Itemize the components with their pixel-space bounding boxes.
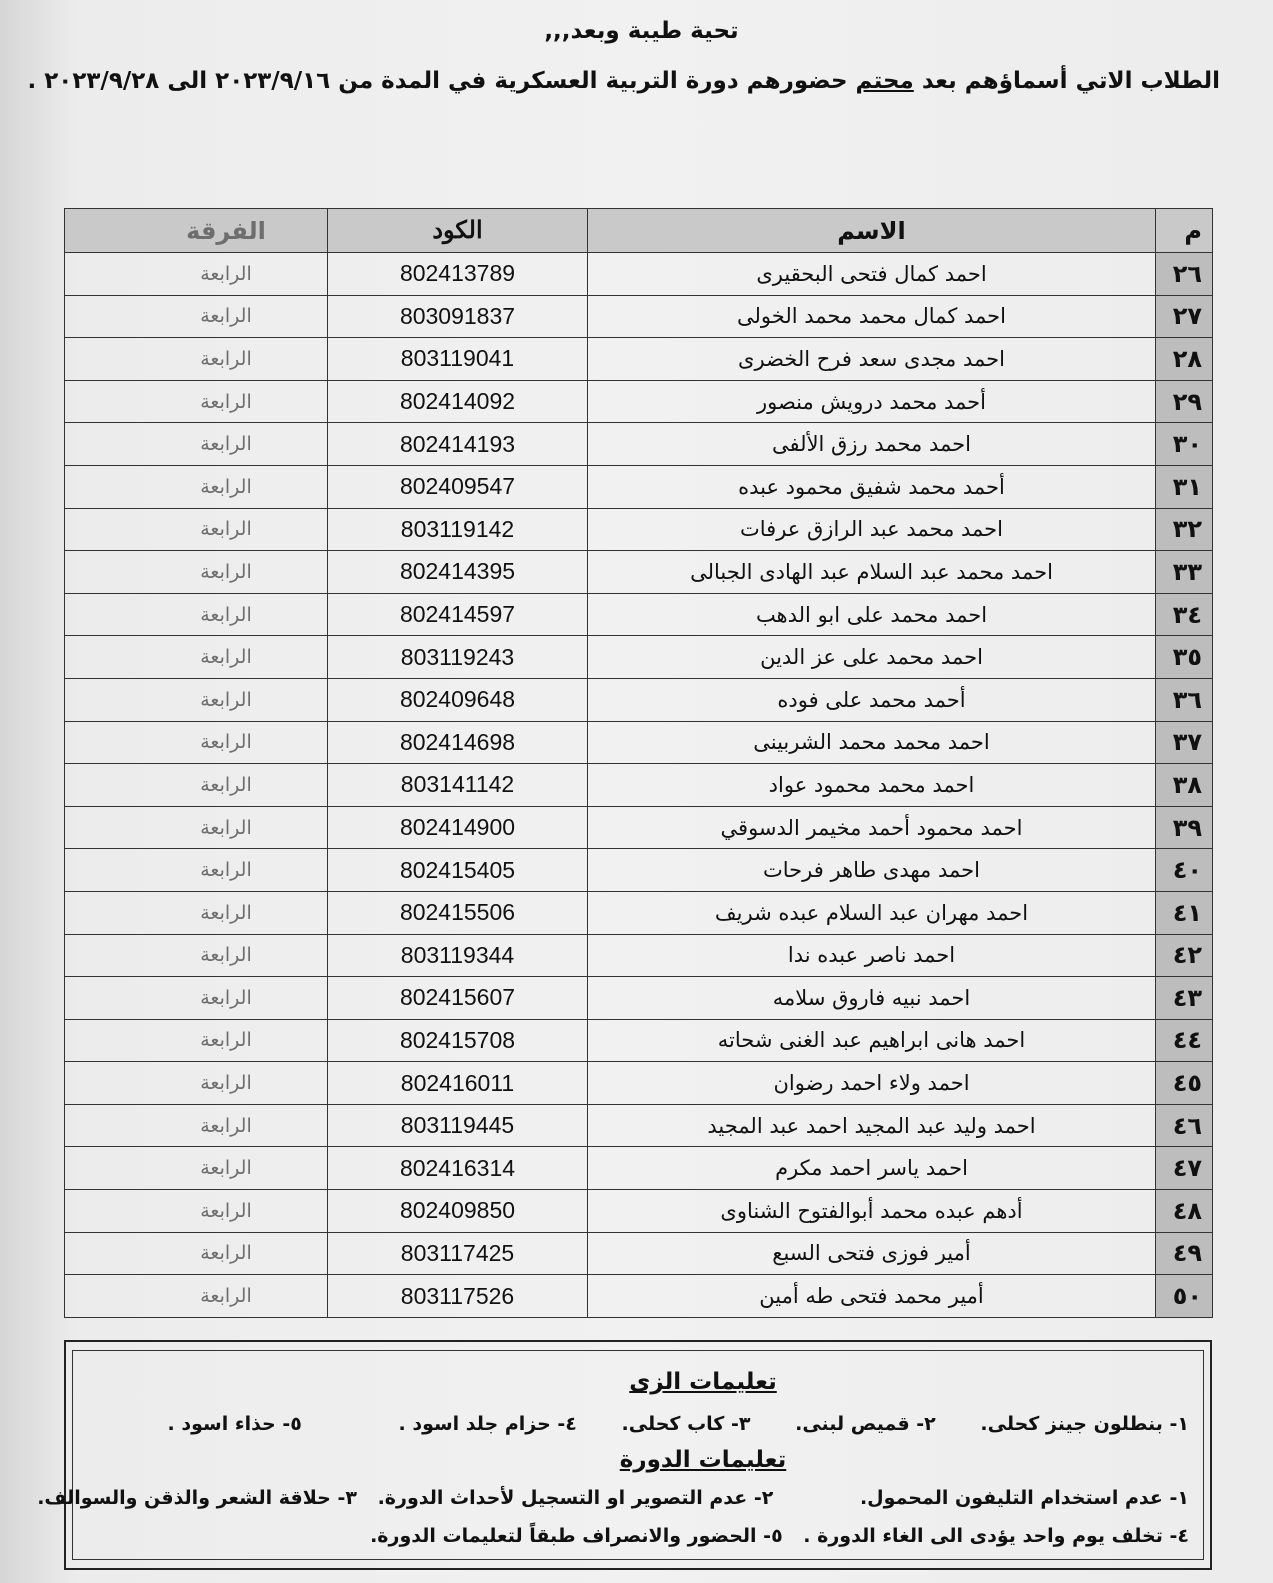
row-index: ٥٠ bbox=[1156, 1275, 1213, 1318]
row-grade: الرابعة bbox=[65, 721, 328, 764]
row-index: ٤٠ bbox=[1156, 849, 1213, 892]
row-index: ٢٩ bbox=[1156, 380, 1213, 423]
table-row bbox=[65, 678, 1213, 721]
row-code: 802415708 bbox=[328, 1019, 588, 1062]
uniform-item: ٤- حزام جلد اسود . bbox=[398, 1413, 577, 1435]
row-code: 803119041 bbox=[328, 338, 588, 381]
row-grade: الرابعة bbox=[65, 423, 328, 466]
header-index: م bbox=[1156, 209, 1213, 253]
row-grade: الرابعة bbox=[65, 380, 328, 423]
row-grade: الرابعة bbox=[65, 253, 328, 296]
course-item: ٥- الحضور والانصراف طبقاً لتعليمات الدورة. bbox=[370, 1525, 783, 1547]
uniform-item: ٢- قميص لبنى. bbox=[795, 1413, 936, 1435]
table-row bbox=[65, 295, 1213, 338]
row-grade: الرابعة bbox=[65, 465, 328, 508]
row-name: احمد محمد على عز الدين bbox=[588, 636, 1156, 679]
row-grade: الرابعة bbox=[65, 295, 328, 338]
row-name: احمد مهران عبد السلام عبده شريف bbox=[588, 891, 1156, 934]
table-row bbox=[65, 338, 1213, 381]
uniform-title: تعليمات الزى bbox=[629, 1369, 777, 1395]
table-body bbox=[65, 253, 1213, 1318]
table-row bbox=[65, 934, 1213, 977]
table-row bbox=[65, 423, 1213, 466]
header-code: الكود bbox=[328, 209, 588, 253]
row-name: احمد وليد عبد المجيد احمد عبد المجيد bbox=[588, 1104, 1156, 1147]
row-name: احمد محمد محمد الشربينى bbox=[588, 721, 1156, 764]
table-row bbox=[65, 764, 1213, 807]
row-name: احمد مهدى طاهر فرحات bbox=[588, 849, 1156, 892]
row-name: أحمد محمد على فوده bbox=[588, 678, 1156, 721]
row-name: احمد كمال محمد محمد الخولى bbox=[588, 295, 1156, 338]
row-code: 802415506 bbox=[328, 891, 588, 934]
row-code: 802414395 bbox=[328, 551, 588, 594]
row-grade: الرابعة bbox=[65, 1104, 328, 1147]
row-code: 802413789 bbox=[328, 253, 588, 296]
header-grade: الفرقة bbox=[65, 209, 328, 253]
row-index: ٣٣ bbox=[1156, 551, 1213, 594]
course-title: تعليمات الدورة bbox=[619, 1447, 787, 1473]
row-index: ٤٧ bbox=[1156, 1147, 1213, 1190]
row-name: احمد مجدى سعد فرح الخضرى bbox=[588, 338, 1156, 381]
row-grade: الرابعة bbox=[65, 1019, 328, 1062]
row-index: ٣٨ bbox=[1156, 764, 1213, 807]
row-name: أمير محمد فتحى طه أمين bbox=[588, 1275, 1156, 1318]
intro-after: حضورهم دورة التربية العسكرية في المدة من ٢٠٢٣/٩/١٦ الى ٢٠٢٣/٩/٢٨ . bbox=[27, 68, 848, 94]
row-grade: الرابعة bbox=[65, 678, 328, 721]
row-index: ٣٤ bbox=[1156, 593, 1213, 636]
row-name: احمد كمال فتحى البحقيرى bbox=[588, 253, 1156, 296]
row-code: 802414597 bbox=[328, 593, 588, 636]
row-index: ٤٩ bbox=[1156, 1232, 1213, 1275]
row-code: 803117425 bbox=[328, 1232, 588, 1275]
row-grade: الرابعة bbox=[65, 1147, 328, 1190]
row-name: أحمد محمد درويش منصور bbox=[588, 380, 1156, 423]
row-grade: الرابعة bbox=[65, 977, 328, 1020]
row-index: ٢٦ bbox=[1156, 253, 1213, 296]
row-index: ٣٦ bbox=[1156, 678, 1213, 721]
row-code: 802414698 bbox=[328, 721, 588, 764]
row-name: احمد ناصر عبده ندا bbox=[588, 934, 1156, 977]
row-code: 803141142 bbox=[328, 764, 588, 807]
row-index: ٤٥ bbox=[1156, 1062, 1213, 1105]
row-name: احمد محمود أحمد مخيمر الدسوقي bbox=[588, 806, 1156, 849]
row-name: احمد نبيه فاروق سلامه bbox=[588, 977, 1156, 1020]
row-index: ٣٠ bbox=[1156, 423, 1213, 466]
table-header-row bbox=[65, 209, 1213, 253]
uniform-item: ١- بنطلون جينز كحلى. bbox=[980, 1413, 1189, 1435]
row-code: 803117526 bbox=[328, 1275, 588, 1318]
table-row bbox=[65, 551, 1213, 594]
table-row bbox=[65, 465, 1213, 508]
row-code: 802414900 bbox=[328, 806, 588, 849]
instructions-inner-frame bbox=[37, 1350, 1204, 1560]
students-table bbox=[64, 208, 1213, 1318]
table-row bbox=[65, 849, 1213, 892]
row-code: 803119142 bbox=[328, 508, 588, 551]
table-row bbox=[65, 891, 1213, 934]
row-code: 802415405 bbox=[328, 849, 588, 892]
row-grade: الرابعة bbox=[65, 1062, 328, 1105]
uniform-list bbox=[130, 1413, 1189, 1435]
row-grade: الرابعة bbox=[65, 338, 328, 381]
greeting: تحية طيبة وبعد,,, bbox=[544, 18, 739, 44]
course-item: ٤- تخلف يوم واحد يؤدى الى الغاء الدورة . bbox=[803, 1525, 1189, 1547]
table-row bbox=[65, 593, 1213, 636]
table-row bbox=[65, 253, 1213, 296]
table-row bbox=[65, 977, 1213, 1020]
row-grade: الرابعة bbox=[65, 891, 328, 934]
intro-before: الطلاب الاتي أسماؤهم بعد bbox=[921, 68, 1220, 94]
table-row bbox=[65, 1232, 1213, 1275]
uniform-item: ٥- حذاء اسود . bbox=[167, 1413, 302, 1435]
intro-paragraph bbox=[27, 68, 1220, 94]
row-grade: الرابعة bbox=[65, 806, 328, 849]
row-grade: الرابعة bbox=[65, 551, 328, 594]
table-row bbox=[65, 1019, 1213, 1062]
table-row bbox=[65, 806, 1213, 849]
row-code: 803091837 bbox=[328, 295, 588, 338]
row-index: ٤٤ bbox=[1156, 1019, 1213, 1062]
row-code: 802409547 bbox=[328, 465, 588, 508]
table-row bbox=[65, 380, 1213, 423]
course-item: ٢- عدم التصوير او التسجيل لأحداث الدورة. bbox=[377, 1487, 774, 1509]
row-index: ٤٨ bbox=[1156, 1190, 1213, 1233]
row-index: ٣١ bbox=[1156, 465, 1213, 508]
row-index: ٣٢ bbox=[1156, 508, 1213, 551]
row-grade: الرابعة bbox=[65, 508, 328, 551]
table-row bbox=[65, 1190, 1213, 1233]
row-name: احمد ولاء احمد رضوان bbox=[588, 1062, 1156, 1105]
course-item: ٣- حلاقة الشعر والذقن والسوالف. bbox=[37, 1487, 357, 1509]
instructions-box bbox=[37, 1340, 1212, 1570]
row-name: احمد محمد عبد الرازق عرفات bbox=[588, 508, 1156, 551]
course-line-1 bbox=[37, 1487, 1189, 1509]
row-grade: الرابعة bbox=[65, 636, 328, 679]
table-row bbox=[65, 508, 1213, 551]
row-grade: الرابعة bbox=[65, 764, 328, 807]
row-code: 802416314 bbox=[328, 1147, 588, 1190]
row-name: أحمد محمد شفيق محمود عبده bbox=[588, 465, 1156, 508]
row-code: 802409850 bbox=[328, 1190, 588, 1233]
table-row bbox=[65, 1147, 1213, 1190]
row-name: احمد محمد على ابو الدهب bbox=[588, 593, 1156, 636]
row-code: 803119445 bbox=[328, 1104, 588, 1147]
row-grade: الرابعة bbox=[65, 593, 328, 636]
row-index: ٢٧ bbox=[1156, 295, 1213, 338]
table-row bbox=[65, 1275, 1213, 1318]
row-name: احمد ياسر احمد مكرم bbox=[588, 1147, 1156, 1190]
row-code: 802416011 bbox=[328, 1062, 588, 1105]
row-index: ٤٦ bbox=[1156, 1104, 1213, 1147]
row-grade: الرابعة bbox=[65, 849, 328, 892]
row-index: ٤٣ bbox=[1156, 977, 1213, 1020]
course-item: ١- عدم استخدام التليفون المحمول. bbox=[859, 1487, 1189, 1509]
table-row bbox=[65, 721, 1213, 764]
row-grade: الرابعة bbox=[65, 1190, 328, 1233]
row-index: ٢٨ bbox=[1156, 338, 1213, 381]
row-index: ٤٢ bbox=[1156, 934, 1213, 977]
row-name: أمير فوزى فتحى السبع bbox=[588, 1232, 1156, 1275]
row-name: احمد محمد رزق الألفى bbox=[588, 423, 1156, 466]
row-index: ٣٩ bbox=[1156, 806, 1213, 849]
row-name: احمد هانى ابراهيم عبد الغنى شحاته bbox=[588, 1019, 1156, 1062]
row-index: ٣٧ bbox=[1156, 721, 1213, 764]
uniform-item: ٣- كاب كحلى. bbox=[621, 1413, 751, 1435]
row-name: احمد محمد محمود عواد bbox=[588, 764, 1156, 807]
row-code: 803119243 bbox=[328, 636, 588, 679]
table-row bbox=[65, 636, 1213, 679]
row-code: 802409648 bbox=[328, 678, 588, 721]
intro-underlined: محتم bbox=[855, 68, 914, 94]
table-row bbox=[65, 1062, 1213, 1105]
row-code: 803119344 bbox=[328, 934, 588, 977]
row-grade: الرابعة bbox=[65, 934, 328, 977]
row-name: احمد محمد عبد السلام عبد الهادى الجبالى bbox=[588, 551, 1156, 594]
row-name: أدهم عبده محمد أبوالفتوح الشناوى bbox=[588, 1190, 1156, 1233]
row-code: 802414193 bbox=[328, 423, 588, 466]
row-grade: الرابعة bbox=[65, 1232, 328, 1275]
row-code: 802415607 bbox=[328, 977, 588, 1020]
header-name: الاسم bbox=[588, 209, 1156, 253]
row-code: 802414092 bbox=[328, 380, 588, 423]
row-index: ٤١ bbox=[1156, 891, 1213, 934]
row-grade: الرابعة bbox=[65, 1275, 328, 1318]
table-row bbox=[65, 1104, 1213, 1147]
row-index: ٣٥ bbox=[1156, 636, 1213, 679]
course-line-2 bbox=[370, 1525, 1189, 1547]
